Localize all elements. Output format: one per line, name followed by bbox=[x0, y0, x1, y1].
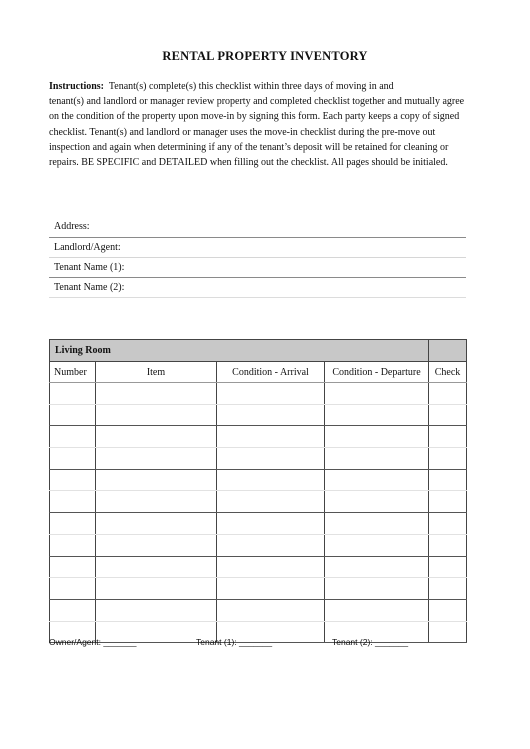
column-header-item: Item bbox=[96, 362, 217, 383]
tenant-name-1-field[interactable]: Tenant Name (1): bbox=[49, 258, 466, 278]
section-header-spacer bbox=[429, 340, 467, 362]
table-row bbox=[50, 556, 467, 578]
check-cell[interactable] bbox=[429, 491, 467, 513]
check-cell[interactable] bbox=[429, 578, 467, 600]
condition-departure-cell[interactable] bbox=[325, 491, 429, 513]
check-cell[interactable] bbox=[429, 556, 467, 578]
number-cell[interactable] bbox=[50, 383, 96, 405]
instructions-label: Instructions: bbox=[49, 81, 105, 92]
condition-arrival-cell[interactable] bbox=[217, 599, 325, 621]
condition-departure-cell[interactable] bbox=[325, 383, 429, 405]
number-cell[interactable] bbox=[50, 469, 96, 491]
table-row bbox=[50, 426, 467, 448]
check-cell[interactable] bbox=[429, 599, 467, 621]
table-row bbox=[50, 469, 467, 491]
landlord-agent-field[interactable]: Landlord/Agent: bbox=[49, 238, 466, 258]
tenant-2-initial[interactable]: Tenant (2): _______ bbox=[332, 637, 409, 647]
condition-arrival-cell[interactable] bbox=[217, 556, 325, 578]
condition-departure-cell[interactable] bbox=[325, 599, 429, 621]
table-row bbox=[50, 599, 467, 621]
table-row bbox=[50, 578, 467, 600]
condition-departure-cell[interactable] bbox=[325, 426, 429, 448]
tenant-1-initial[interactable]: Tenant (1): _______ bbox=[196, 637, 273, 647]
check-cell[interactable] bbox=[429, 469, 467, 491]
inventory-table bbox=[49, 339, 467, 643]
instructions-line: checklist. Tenant(s) and landlord or manager uses the move-in checklist during the pre-move out bbox=[49, 126, 436, 138]
condition-arrival-cell[interactable] bbox=[217, 448, 325, 470]
check-cell[interactable] bbox=[429, 621, 467, 643]
column-header-condition-arrival: Condition - Arrival bbox=[217, 362, 325, 383]
condition-departure-cell[interactable] bbox=[325, 469, 429, 491]
instructions-line: inspection and again when determining if any of the tenant’s deposit will be retained for cleaning or bbox=[49, 141, 449, 153]
section-header-row bbox=[50, 340, 467, 362]
number-cell[interactable] bbox=[50, 534, 96, 556]
item-cell[interactable] bbox=[96, 491, 217, 513]
item-cell[interactable] bbox=[96, 383, 217, 405]
condition-arrival-cell[interactable] bbox=[217, 426, 325, 448]
item-cell[interactable] bbox=[96, 534, 217, 556]
item-cell[interactable] bbox=[96, 599, 217, 621]
condition-arrival-cell[interactable] bbox=[217, 383, 325, 405]
column-header-condition-departure: Condition - Departure bbox=[325, 362, 429, 383]
check-cell[interactable] bbox=[429, 404, 467, 426]
address-field[interactable]: Address: bbox=[49, 217, 466, 238]
item-cell[interactable] bbox=[96, 513, 217, 535]
column-header-number: Number bbox=[50, 362, 96, 383]
condition-arrival-cell[interactable] bbox=[217, 404, 325, 426]
item-cell[interactable] bbox=[96, 578, 217, 600]
tenant-name-2-field[interactable]: Tenant Name (2): bbox=[49, 278, 466, 298]
table-row bbox=[50, 404, 467, 426]
instructions-paragraph bbox=[49, 79, 485, 170]
table-row bbox=[50, 448, 467, 470]
condition-departure-cell[interactable] bbox=[325, 513, 429, 535]
instructions-line: repairs. BE SPECIFIC and DETAILED when filling out the checklist. All pages should be initialed. bbox=[49, 157, 448, 169]
condition-arrival-cell[interactable] bbox=[217, 491, 325, 513]
instructions-line: tenant(s) and landlord or manager review property and completed checklist together and mutually agree bbox=[49, 96, 465, 108]
number-cell[interactable] bbox=[50, 599, 96, 621]
table-row bbox=[50, 534, 467, 556]
item-cell[interactable] bbox=[96, 426, 217, 448]
check-cell[interactable] bbox=[429, 426, 467, 448]
condition-departure-cell[interactable] bbox=[325, 556, 429, 578]
item-cell[interactable] bbox=[96, 448, 217, 470]
condition-arrival-cell[interactable] bbox=[217, 578, 325, 600]
condition-departure-cell[interactable] bbox=[325, 534, 429, 556]
condition-arrival-cell[interactable] bbox=[217, 469, 325, 491]
table-row bbox=[50, 383, 467, 405]
table-row bbox=[50, 513, 467, 535]
section-title: Living Room bbox=[50, 340, 429, 362]
column-header-check: Check bbox=[429, 362, 467, 383]
number-cell[interactable] bbox=[50, 426, 96, 448]
item-cell[interactable] bbox=[96, 404, 217, 426]
check-cell[interactable] bbox=[429, 383, 467, 405]
number-cell[interactable] bbox=[50, 513, 96, 535]
number-cell[interactable] bbox=[50, 491, 96, 513]
condition-departure-cell[interactable] bbox=[325, 404, 429, 426]
condition-departure-cell[interactable] bbox=[325, 578, 429, 600]
instructions-line: on the condition of the property upon move-in by signing this form. Each party keeps a copy of signed bbox=[49, 111, 460, 123]
item-cell[interactable] bbox=[96, 556, 217, 578]
column-header-row bbox=[50, 362, 467, 383]
instructions-line: Tenant(s) complete(s) this checklist within three days of moving in and bbox=[108, 81, 394, 92]
number-cell[interactable] bbox=[50, 448, 96, 470]
property-info-fields bbox=[49, 217, 466, 298]
condition-arrival-cell[interactable] bbox=[217, 534, 325, 556]
condition-departure-cell[interactable] bbox=[325, 448, 429, 470]
check-cell[interactable] bbox=[429, 448, 467, 470]
number-cell[interactable] bbox=[50, 556, 96, 578]
number-cell[interactable] bbox=[50, 578, 96, 600]
check-cell[interactable] bbox=[429, 513, 467, 535]
check-cell[interactable] bbox=[429, 534, 467, 556]
owner-agent-initial[interactable]: Owner/Agent: _______ bbox=[49, 637, 137, 647]
item-cell[interactable] bbox=[96, 469, 217, 491]
table-row bbox=[50, 491, 467, 513]
page-title: RENTAL PROPERTY INVENTORY bbox=[162, 49, 368, 63]
number-cell[interactable] bbox=[50, 404, 96, 426]
condition-arrival-cell[interactable] bbox=[217, 513, 325, 535]
